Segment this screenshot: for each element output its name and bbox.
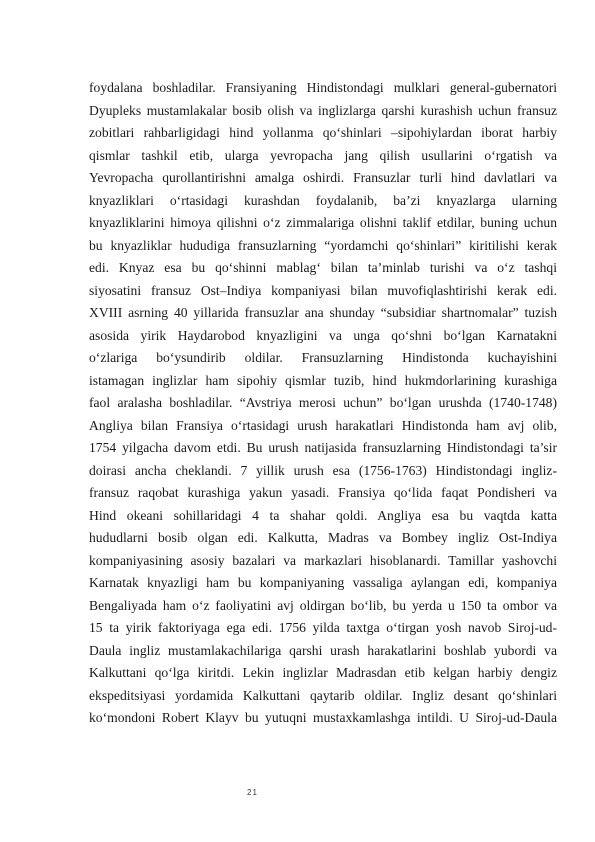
text-line: Hind okeani sohillaridagi 4 ta shahar qoldi. Angliya esa bu vaqtda katta [89,507,557,523]
text-line: ekspeditsiyasi yordamida Kalkuttani qaytarib oldilar. Ingliz desant qo‘shinlari [89,687,557,703]
text-line: istamagan inglizlar ham sipohiy qismlar tuzib, hind hukmdorlarining kurashiga [89,372,557,388]
text-line: Bengaliyada ham o‘z faoliyatini avj oldirgan bo‘lib, bu yerda u 150 ta ombor va [89,597,557,613]
text-line: qismlar tashkil etib, ularga yevropacha jang qilish usullarini o‘rgatish va [89,147,557,163]
text-line: asosida yirik Haydarobod knyazligini va unga qo‘shni bo‘lgan Karnatakni [89,327,557,343]
text-line: ko‘mondoni Robert Klayv bu yutuqni mustaxkamlashga intildi. U Siroj-ud-Daula [89,710,557,725]
text-line: XVIII asrning 40 yillarida fransuzlar ana shunday “subsidiar shartnomalar” tuzish [89,305,557,320]
text-line: doirasi ancha cheklandi. 7 yillik urush esa (1756-1763) Hindistondagi ingliz- [89,462,557,478]
text-line: kompaniyasining asosiy bazalari va markazlari hisoblanardi. Tamillar yashovchi [89,552,557,568]
text-line: edi. Knyaz esa bu qo‘shinni mablag‘ bilan ta’minlab turishi va o‘z tashqi [89,260,557,275]
text-line: Daula ingliz mustamlakachilariga qarshi urash harakatlarini boshlab yubordi va [89,642,557,658]
text-line: Angliya bilan Fransiya o‘rtasidagi urush harakatlari Hindistonda ham avj olib, [89,417,557,433]
text-line: knyazliklari o‘rtasidagi kurashdan foydalanib, ba’zi knyazlarga ularning [89,192,557,208]
text-line: 1754 yilgacha davom etdi. Bu urush natijasida fransuzlarning Hindistondagi ta’sir [89,440,557,455]
text-line: knyazliklarini himoya qilishni o‘z zimmalariga olishni taklif etdilar, buning uchun [89,215,557,230]
body-text [89,77,557,730]
text-line: Dyupleks mustamlakalar bosib olish va inglizlarga qarshi kurashish uchun fransuz [89,102,557,118]
text-line: hududlarni bosib olgan edi. Kalkutta, Madras va Bombey ingliz Ost-Indiya [89,530,557,545]
text-line: bu knyazliklar hududiga fransuzlarning “yordamchi qo‘shinlari” kiritilishi kerak [89,237,557,253]
text-line: zobitlari rahbarligidagi hind yollanma qo‘shinlari –sipohiylardan iborat harbiy [89,125,557,140]
text-line: foydalana boshladilar. Fransiyaning Hindistondagi mulklari general-gubernatori [89,80,557,95]
text-line: Kalkuttani qo‘lga kiritdi. Lekin inglizlar Madrasdan etib kelgan harbiy dengiz [89,665,557,680]
text-line: 15 ta yirik faktoriyaga ega edi. 1756 yilda taxtga o‘tirgan yosh navob Siroj-ud- [89,620,557,635]
text-line: siyosatini fransuz Ost–Indiya kompaniyasi bilan muvofiqlashtirishi kerak edi. [89,282,557,298]
text-line: o‘zlariga bo‘ysundirib oldilar. Fransuzlarning Hindistonda kuchayishini [89,350,557,365]
text-line: fransuz raqobat kurashiga yakun yasadi. Fransiya qo‘lida faqat Pondisheri va [89,485,557,500]
text-line: faol aralasha boshladilar. “Avstriya merosi uchun” bo‘lgan urushda (1740-1748) [89,395,557,410]
text-line: Yevropacha qurollantirishni amalga oshirdi. Fransuzlar turli hind davlatlari va [89,170,557,185]
text-line: Karnatak knyazligi ham bu kompaniyaning vassaliga aylangan edi, kompaniya [89,575,557,590]
page-number: 21 [247,788,258,797]
